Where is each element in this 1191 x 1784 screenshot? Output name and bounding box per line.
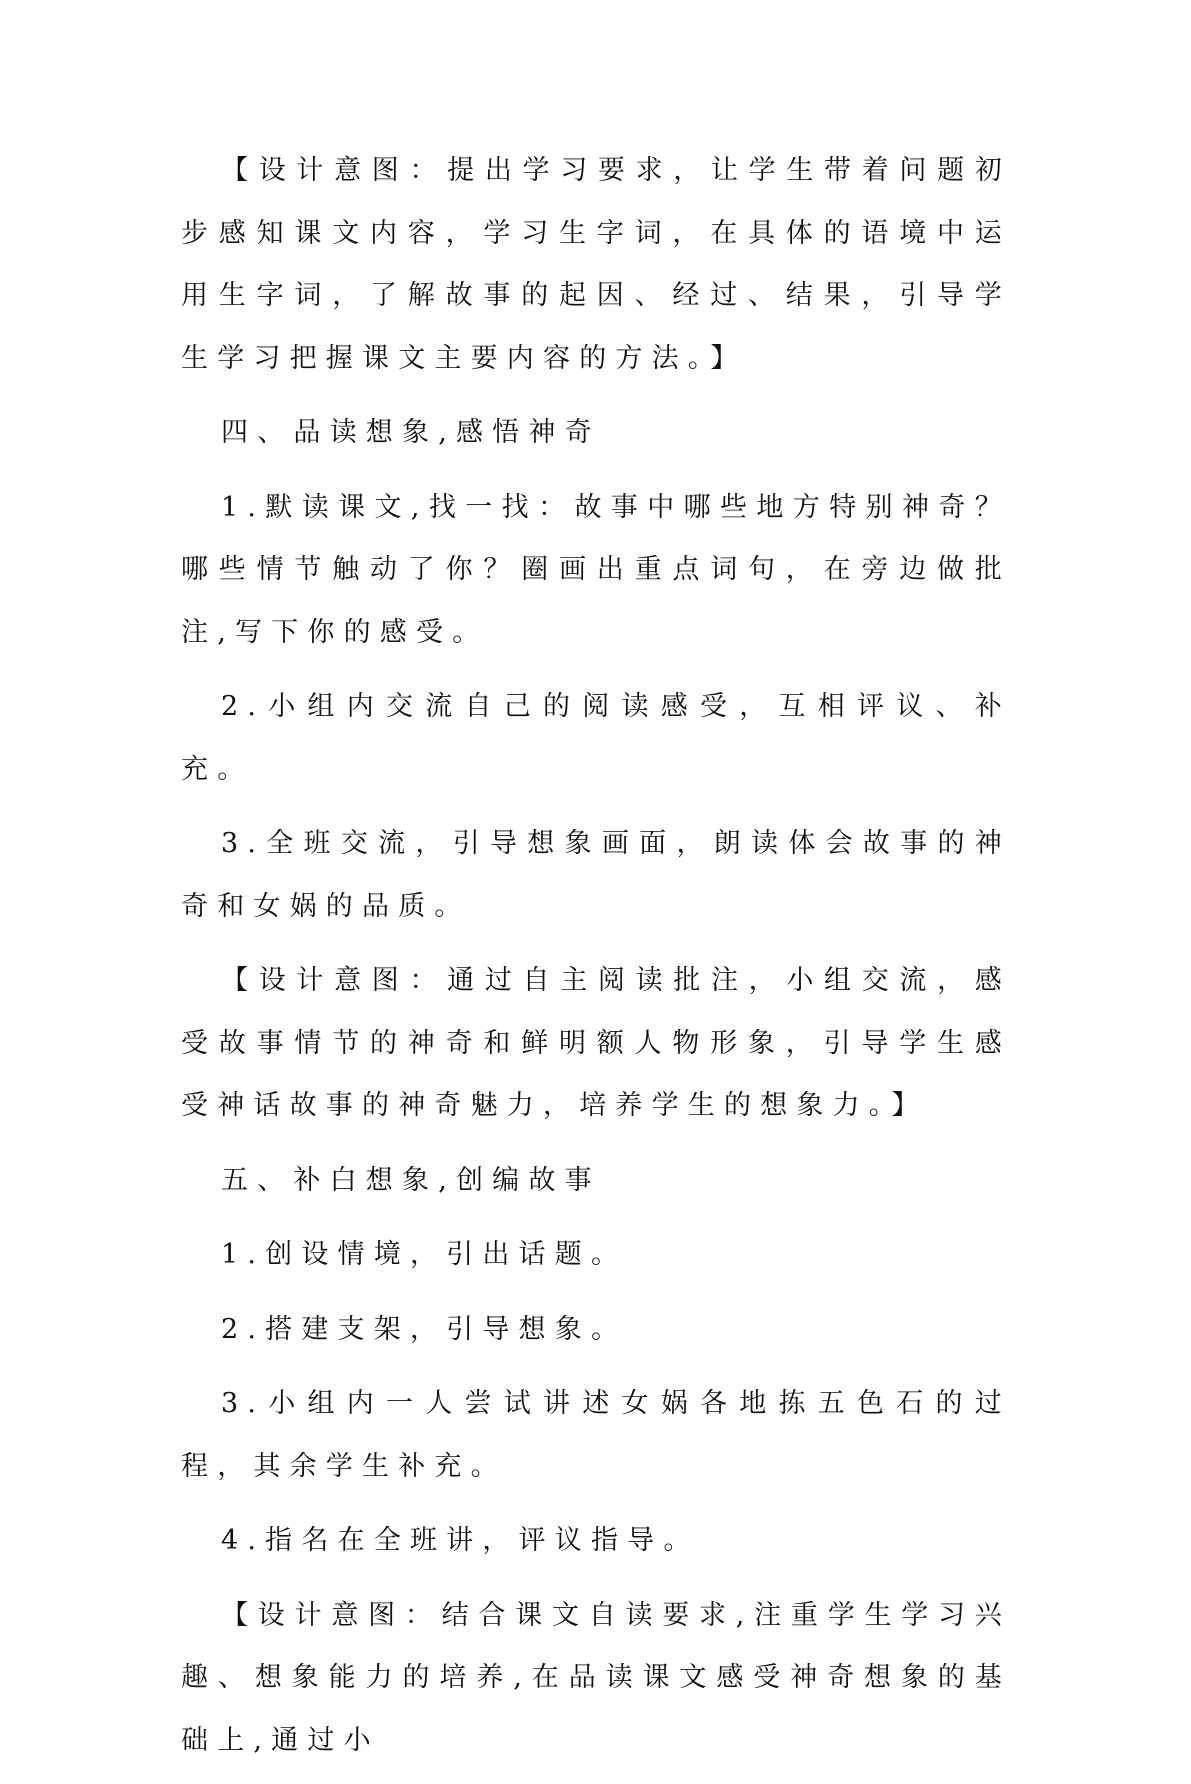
section-heading-five: 五、补白想象,创编故事 — [221, 1164, 601, 1196]
step-paragraph: 2.搭建支架，引导想象。 — [221, 1313, 628, 1345]
step-paragraph: 2.小组内交流自己的阅读感受，互相评议、补充。 — [181, 691, 1011, 785]
step-paragraph: 1.创设情境，引出话题。 — [221, 1239, 628, 1270]
section-heading-four: 四、品读想象,感悟神奇 — [221, 417, 601, 448]
design-intent-paragraph: 【设计意图：提出学习要求，让学生带着问题初步感知课文内容，学习生字词，在具体的语境中运用生字词，了解故事的起因、经过、结果，引导学生学习把握课文主要内容的方法。】 — [181, 155, 1011, 374]
design-intent-paragraph: 【设计意图：通过自主阅读批注，小组交流，感受故事情节的神奇和鲜明额人物形象，引导学生感受神话故事的神奇魅力，培养学生的想象力。】 — [181, 965, 1011, 1121]
step-paragraph: 1.默读课文,找一找：故事中哪些地方特别神奇？哪些情节触动了你？圈画出重点词句，在旁边做批注,写下你的感受。 — [181, 491, 1011, 648]
document-body — [181, 140, 1011, 1784]
design-intent-paragraph: 【设计意图：结合课文自读要求,注重学生学习兴趣、想象能力的培养,在品读课文感受神奇想象的基础上,通过小 — [181, 1599, 1011, 1756]
step-paragraph: 3.全班交流，引导想象画面，朗读体会故事的神奇和女娲的品质。 — [181, 828, 1011, 922]
step-paragraph: 3.小组内一人尝试讲述女娲各地拣五色石的过程，其余学生补充。 — [181, 1388, 1011, 1482]
step-paragraph: 4.指名在全班讲，评议指导。 — [221, 1525, 700, 1556]
